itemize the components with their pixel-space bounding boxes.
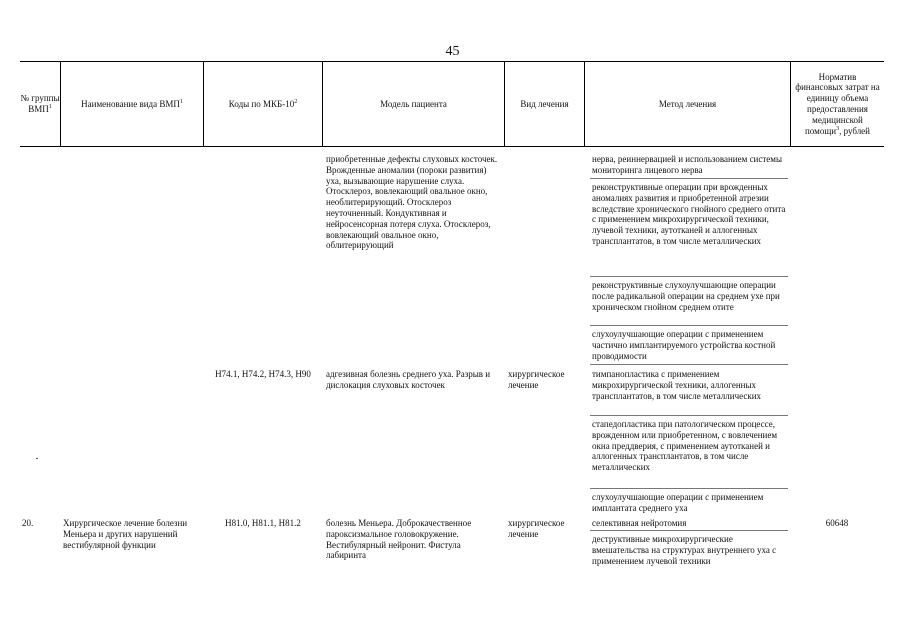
method-separator bbox=[590, 364, 788, 365]
method-separator bbox=[590, 530, 788, 531]
header-cell-name: Наименование вида ВМП$^1$ bbox=[81, 98, 183, 109]
row-20-cost: 60648 bbox=[825, 518, 849, 528]
adhesive-method-2: стапедопластика при патологическом процессе, врожденном или приобретенном, с вовлечением окна преддверия, с применением аутотканей и аллогенных трансплантатов, в том числе металлических bbox=[592, 419, 778, 473]
adhesive-method-1: тимпанопластика с применением микрохирургической техники, аллогенных трансплантатов, в том числе металлических bbox=[592, 369, 762, 401]
row-20-number: 20. bbox=[22, 518, 34, 528]
method-separator bbox=[590, 415, 788, 416]
continuation-patient-model: приобретенные дефекты слуховых косточек. Врожденные аномалии (пороки развития) уха, вызывающие нарушение слуха. Отосклероз, вовлекающий овальное окно, необлитерирующий. Отосклероз неуточненный. Кондуктивная и нейросенсорная потеря слуха. Отосклероз, вовлекающий овальное окно, облитерирующий bbox=[326, 154, 498, 251]
header-cell-patient-model: Модель пациента bbox=[380, 98, 447, 109]
header-cell-cost-norm: Норматив финансовых затрат на единицу объема предоставления медицинской помощи$^3$, рублей bbox=[795, 71, 880, 136]
header-cell-treatment-method: Метод лечения bbox=[658, 98, 717, 109]
row-20-patient-model: болезнь Меньера. Доброкачественное пароксизмальное головокружение. Вестибулярный нейронит. Фистула лабиринта bbox=[326, 518, 472, 561]
method-separator bbox=[590, 178, 788, 179]
row-20-treatment-type: хирургическое лечение bbox=[508, 518, 565, 539]
header-cell-group-number: № группы ВМП$^1$ bbox=[20, 93, 60, 114]
row-20-codes: H81.0, H81.1, H81.2 bbox=[225, 518, 301, 528]
continuation-method-1: нерва, реиннервацией и использованием системы мониторинга лицевого нерва bbox=[592, 154, 783, 175]
adhesive-method-3: слухоулучшающие операции с применением имплантата среднего уха bbox=[592, 492, 764, 513]
method-separator bbox=[590, 325, 788, 326]
row-20-method-2: деструктивные микрохирургические вмешательства на структурах внутреннего уха с применением лучевой техники bbox=[592, 534, 777, 566]
page-number: 45 bbox=[445, 44, 460, 59]
continuation-method-2: реконструктивные операции при врожденных аномалиях развития и приобретенной атрезии вследствие хронического гнойного среднего отита с применением микрохирургической техники, лучевой техники, аутотканей и аллогенных трансплантатов, в том числе металлических bbox=[592, 182, 786, 246]
method-separator bbox=[590, 276, 788, 277]
adhesive-patient-model: адгезивная болезнь среднего уха. Разрыв и дислокация слуховых косточек bbox=[326, 369, 491, 390]
row-20-name: Хирургическое лечение болезни Меньера и других нарушений вестибулярной функции bbox=[63, 518, 188, 550]
method-separator bbox=[590, 488, 788, 489]
row-20-method-1: селективная нейротомия bbox=[592, 518, 687, 528]
header-cell-treatment-type: Вид лечения bbox=[520, 98, 569, 109]
scan-speck bbox=[36, 458, 38, 459]
adhesive-codes: H74.1, H74.2, H74.3, H90 bbox=[215, 369, 311, 379]
header-bottom-border bbox=[20, 146, 884, 147]
continuation-method-4: слухоулучшающие операции с применением частично имплантируемого устройства костной проводимости bbox=[592, 329, 776, 361]
adhesive-treatment-type: хирургическое лечение bbox=[508, 369, 565, 390]
header-cell-codes: Коды по МКБ-$10^2$ bbox=[228, 98, 298, 109]
continuation-method-3: реконструктивные слухоулучшающие операции после радикальной операции на среднем ухе при хроническом гнойном среднем отите bbox=[592, 280, 780, 312]
